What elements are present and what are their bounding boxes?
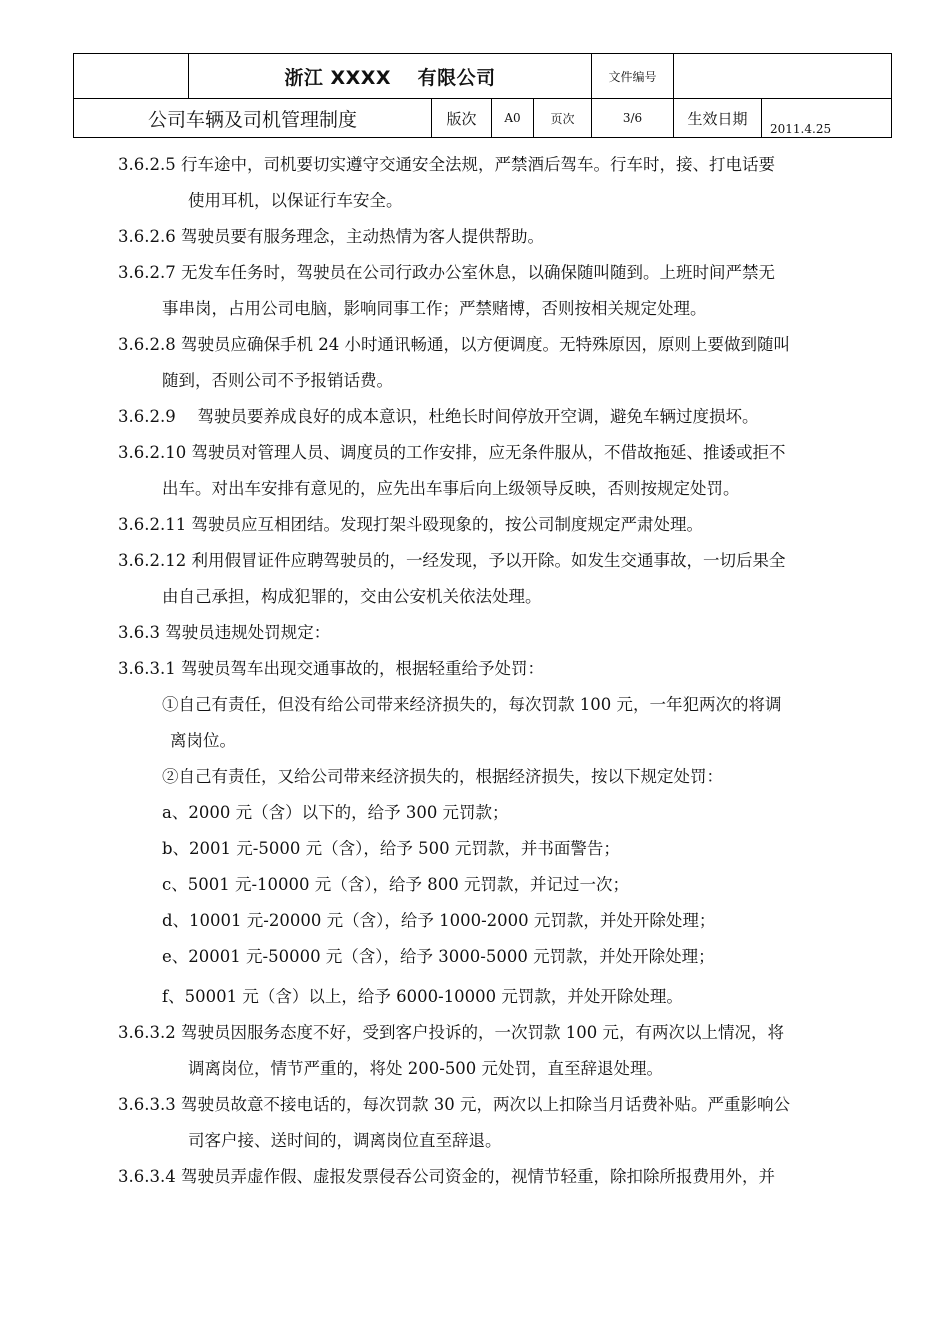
paragraph [118, 147, 883, 183]
paragraph: 3.6.2.11 驾驶员应互相团结。发现打架斗殴现象的，按公司制度规定严肃处理。 [118, 515, 703, 534]
paragraph-continuation: 事串岗，占用公司电脑，影响同事工作；严禁赌博，否则按相关规定处理。 [162, 299, 707, 318]
list-item: c、5001 元-10000 元（含），给予 800 元罚款，并记过一次； [162, 875, 630, 894]
page-label: 页次 [534, 99, 592, 138]
paragraph: 3.6.2.12 利用假冒证件应聘驾驶员的，一经发现，予以开除。如发生交通事故，一切后果全 [118, 551, 786, 570]
list-item: a、2000 元（含）以下的，给予 300 元罚款； [162, 803, 509, 822]
paragraph-line: 3.6.2.5 行车途中，司机要切实遵守交通安全法规，严禁酒后驾车。行车时，接、打电话要 [118, 155, 775, 174]
version-label: 版次 [432, 99, 492, 138]
paragraph: 3.6.2.6 驾驶员要有服务理念，主动热情为客人提供帮助。 [118, 227, 544, 246]
paragraph-continuation: 由自己承担，构成犯罪的，交由公安机关依法处理。 [162, 587, 542, 606]
document-body [118, 147, 883, 1195]
doc-no-value [674, 54, 892, 99]
version-value: A0 [492, 99, 534, 138]
list-item: b、2001 元-5000 元（含），给予 500 元罚款，并书面警告； [162, 839, 620, 858]
list-item: e、20001 元-50000 元（含），给予 3000-5000 元罚款，并处开除处理； [162, 947, 715, 966]
paragraph-continuation: 调离岗位，情节严重的，将处 200-500 元处罚，直至辞退处理。 [188, 1059, 664, 1078]
sub-item-continuation: 离岗位。 [170, 731, 236, 750]
paragraph-continuation: 随到，否则公司不予报销话费。 [162, 371, 393, 390]
list-item: d、10001 元-20000 元（含），给予 1000-2000 元罚款，并处开除处理； [162, 911, 716, 930]
company-name: 浙江 XXXX 有限公司 [189, 54, 592, 99]
document-header-table [73, 53, 892, 138]
sub-item: ①自己有责任，但没有给公司带来经济损失的，每次罚款 100 元，一年犯两次的将调 [162, 695, 782, 714]
paragraph-continuation: 使用耳机，以保证行车安全。 [188, 191, 403, 210]
document-title: 公司车辆及司机管理制度 [74, 99, 432, 138]
paragraph: 3.6.2.7 无发车任务时，驾驶员在公司行政办公室休息，以确保随叫随到。上班时间严禁无 [118, 263, 775, 282]
logo-cell [74, 54, 189, 99]
paragraph: 3.6.3.3 驾驶员故意不接电话的，每次罚款 30 元，两次以上扣除当月话费补贴。严重影响公 [118, 1095, 790, 1114]
paragraph: 3.6.2.8 驾驶员应确保手机 24 小时通讯畅通，以方便调度。无特殊原因，原则上要做到随叫 [118, 335, 790, 354]
paragraph: 3.6.3.2 驾驶员因服务态度不好，受到客户投诉的，一次罚款 100 元，有两次以上情况，将 [118, 1023, 784, 1042]
page-value: 3/6 [592, 99, 674, 138]
paragraph: 3.6.3.1 驾驶员驾车出现交通事故的，根据轻重给予处罚： [118, 659, 544, 678]
effective-date-label: 生效日期 [674, 99, 762, 138]
paragraph: 3.6.2.9 驾驶员要养成良好的成本意识，杜绝长时间停放开空调，避免车辆过度损坏。 [118, 407, 759, 426]
effective-date-cell [762, 99, 892, 138]
list-item: f、50001 元（含）以上，给予 6000-10000 元罚款，并处开除处理。 [162, 987, 683, 1006]
paragraph: 3.6.2.10 驾驶员对管理人员、调度员的工作安排，应无条件服从，不借故拖延、推诿或拒不 [118, 443, 786, 462]
section-heading: 3.6.3 驾驶员违规处罚规定： [118, 623, 331, 642]
effective-date-value: 2011.4.25 [770, 122, 832, 136]
paragraph-continuation: 出车。对出车安排有意见的，应先出车事后向上级领导反映，否则按规定处罚。 [162, 479, 740, 498]
sub-item: ②自己有责任，又给公司带来经济损失的，根据经济损失，按以下规定处罚： [162, 767, 723, 786]
paragraph: 3.6.3.4 驾驶员弄虚作假、虚报发票侵吞公司资金的，视情节轻重，除扣除所报费用外，并 [118, 1167, 775, 1186]
doc-no-label: 文件编号 [592, 54, 674, 99]
paragraph-continuation: 司客户接、送时间的，调离岗位直至辞退。 [188, 1131, 502, 1150]
